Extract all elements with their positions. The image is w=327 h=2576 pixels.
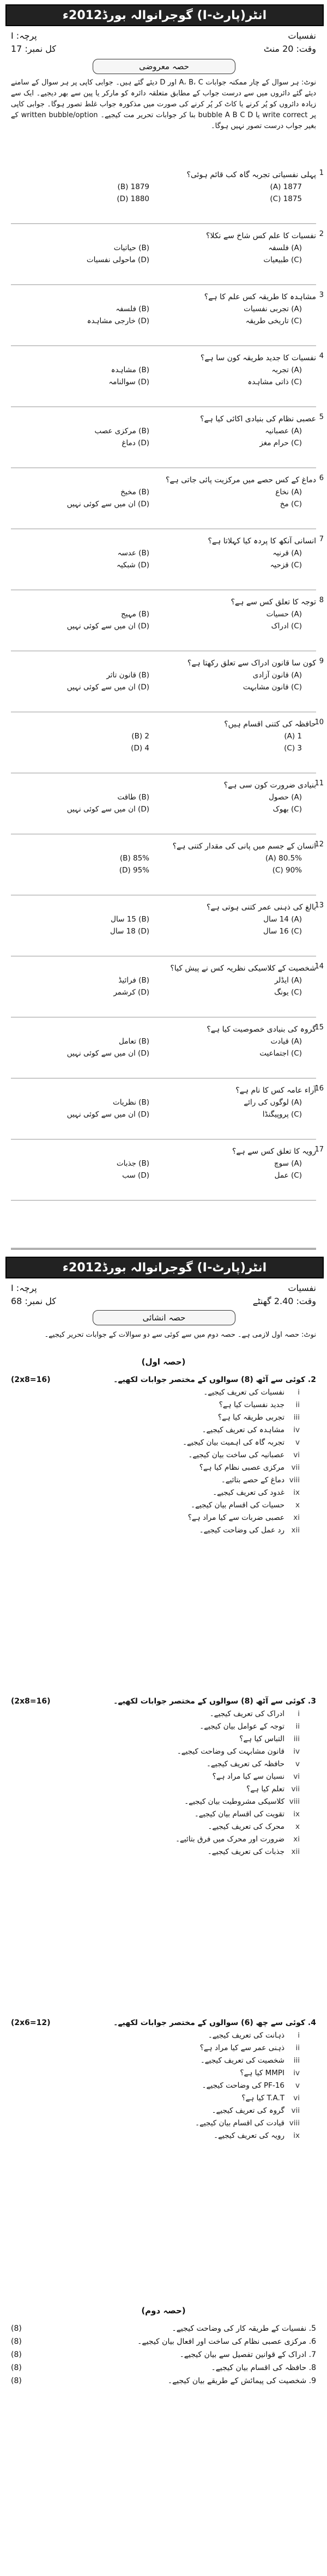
mcq-option: (A) عصبانیہ (265, 427, 302, 435)
mcq-item (11, 230, 324, 266)
long-question-item (11, 2335, 316, 2348)
short-question-item (11, 1512, 316, 1524)
mcq-option: (D) ان میں سے کوئی نہیں (66, 622, 149, 631)
section-heading: حصہ معروضی (93, 59, 235, 74)
mcq-option: 1880 (D) (117, 195, 149, 203)
mcq-option: 1 (A) (284, 732, 302, 741)
short-question-block (11, 2016, 316, 2142)
mcq-option: (D) خارجی مشاہدہ (87, 317, 149, 325)
short-question-item (11, 1386, 316, 1399)
mcq-item (11, 1084, 324, 1120)
mcq-option: (B) فرائیڈ (118, 976, 149, 985)
item-text: جذبات کی تعریف کیجیے۔ (207, 1847, 284, 1856)
item-text: جدید نفسیات کیا ہے؟ (219, 1401, 284, 1409)
mcq-option: (C) مخ (280, 500, 302, 508)
item-text: گروہ کی تعریف کیجیے۔ (211, 2106, 284, 2115)
long-question-item (11, 2361, 316, 2374)
mcq-option: (C) ذاتی مشاہدہ (247, 378, 302, 386)
mcq-question-text: مشاہدہ کا طریقہ کس علم کا ہے؟ (204, 293, 316, 301)
short-question-item (11, 1424, 316, 1437)
short-question-instruction: 2. کوئی سے آٹھ (8) سوالوں کے مختصر جوابات لکھیے۔ (113, 1375, 316, 1384)
mcq-option: (A) ایڈلر (274, 976, 302, 985)
paper-title: انٹر(پارٹ-I) گوجرانوالہ بورڈ2012ء (5, 4, 324, 26)
short-question-item (11, 1411, 316, 1424)
mcq-option: (D) کرشمر (113, 988, 149, 997)
item-number: ix (293, 2131, 300, 2140)
item-number: iii (293, 2056, 300, 2065)
short-question-marks: (2x8=16) (11, 1697, 51, 1706)
short-question-item (11, 2054, 316, 2067)
item-text: حسیات کی اقسام بیان کیجیے۔ (191, 1501, 284, 1510)
mcq-option: (C) عمل (274, 1171, 302, 1180)
mcq-question-text: بنیادی ضرورت کون سی ہے؟ (223, 781, 316, 790)
instructions: نوٹ: ہر سوال کے چار ممکنہ جوابات A، B، C اور D دیئے گئے ہیں۔ جوابی کاپی پر ہر سوال کے سامنے دیئے گئے دائروں میں سے درست جواب کے مطابق متعلقہ دائرہ کو مارکر یا پین سے بھر دیجیے۔ ایک سے زیادہ دائروں کو پُر کرنے یا کاٹ کر پُر کرنے کی صورت میں مذکورہ جواب غلط تصور ہوگا۔ جوابی کاپی پر write correct یا bubble A B C D بنا کر جوابات تحریر مت کیجیے۔ written bubble/option کے بغیر جواب درست تصور نہیں ہوگا۔ (11, 78, 317, 130)
subjective-paper (0, 1252, 327, 2576)
mcq-item (11, 1023, 324, 1059)
short-question-item (11, 1745, 316, 1758)
item-text: توجہ کے عوامل بیان کیجیے۔ (199, 1722, 284, 1731)
mcq-question-text: شخصیت کے کلاسیکی نظریہ کس نے پیش کیا؟ (170, 964, 316, 973)
short-question-item (11, 2042, 316, 2054)
mcq-option: 90% (C) (272, 866, 302, 875)
long-question-text: 5. نفسیات کے طریقہ کار کی وضاحت کیجیے۔ (172, 2324, 316, 2333)
mcq-option: (B) فلسفہ (116, 305, 149, 313)
item-text: ذہانت کی تعریف کیجیے۔ (208, 2031, 284, 2040)
item-text: کلاسیکی مشروطیت بیان کیجیے۔ (184, 1797, 284, 1806)
mcq-option: (C) 16 سال (263, 927, 302, 936)
mcq-question-text: دماغ کے کس حصے میں مرکزیت پائی جاتی ہے؟ (165, 476, 316, 484)
mcq-option: (D) ان میں سے کوئی نہیں (66, 500, 149, 508)
short-question-marks: (2x6=12) (11, 2019, 51, 2027)
item-text: نفسیات کی تعریف کیجیے۔ (203, 1388, 284, 1397)
item-text: مرکزی عصبی نظام کیا ہے؟ (199, 1463, 284, 1472)
mcq-option: (D) ماحولی نفسیات (86, 256, 149, 264)
short-question-instruction: 3. کوئی سے آٹھ (8) سوالوں کے مختصر جوابات لکھیے۔ (113, 1697, 316, 1706)
long-question-marks: (8) (11, 2350, 22, 2359)
mcq-option: (A) قانون آزادی (252, 671, 302, 680)
subject-label: نفسیات (288, 30, 316, 41)
item-number: iii (293, 1413, 300, 1422)
long-question-marks: (8) (11, 2363, 22, 2372)
item-number: viii (289, 1476, 300, 1484)
mcq-option: 4 (D) (131, 744, 149, 753)
item-text: قیادت کی اقسام بیان کیجیے۔ (195, 2119, 284, 2128)
total-marks: کل نمبر: 68 (11, 1295, 57, 1306)
short-question-item (11, 2117, 316, 2130)
short-question-item (11, 1758, 316, 1771)
mcq-separator (11, 284, 316, 285)
mcq-option: 1877 (A) (270, 183, 302, 191)
mcq-option: (A) نخاع (275, 488, 302, 496)
short-question-head (11, 1373, 316, 1386)
item-number: vii (291, 1785, 300, 1793)
mcq-option: (D) ان میں سے کوئی نہیں (66, 1049, 149, 1058)
mcq-option: (C) اجتماعیت (259, 1049, 302, 1058)
item-number: xii (291, 1526, 300, 1535)
mcq-option: (D) ان میں سے کوئی نہیں (66, 805, 149, 814)
mcq-question-text: نفسیات کا جدید طریقہ کون سا ہے؟ (200, 354, 316, 362)
mcq-number: 13 (314, 901, 324, 910)
short-question-item (11, 1462, 316, 1474)
item-number: vi (293, 1772, 300, 1781)
mcq-option: (A) لوگوں کی رائے (244, 1098, 302, 1107)
item-text: رویہ کی تعریف کیجیے۔ (214, 2131, 284, 2140)
subject-label: نفسیات (288, 1282, 316, 1293)
section-heading: حصہ انشائی (93, 1310, 235, 1325)
short-question-item (11, 1771, 316, 1783)
mcq-item (11, 840, 324, 876)
long-question-marks: (8) (11, 2337, 22, 2346)
item-number: ix (293, 1488, 300, 1497)
item-text: غدود کی تعریف کیجیے۔ (213, 1488, 284, 1497)
mcq-item (11, 962, 324, 998)
item-text: عصبی ضربات سے کیا مراد ہے؟ (187, 1513, 284, 1522)
long-question-item (11, 2348, 316, 2361)
mcq-separator (11, 1200, 316, 1201)
paper-title: انٹر(پارٹ-I) گوجرانوالہ بورڈ2012ء (5, 1257, 324, 1278)
mcq-question-text: انسان کے جسم میں پانی کی مقدار کتنی ہے؟ (172, 842, 316, 851)
item-number: iii (293, 1735, 300, 1743)
long-question-marks: (8) (11, 2377, 22, 2385)
mcq-option: (C) قانون مشابہت (243, 683, 302, 692)
short-question-item (11, 1487, 316, 1499)
paper-number: پرچہ: I (11, 30, 37, 41)
mcq-question-text: عصبی نظام کی بنیادی اکائی کیا ہے؟ (200, 415, 316, 423)
part-1-label: (حصہ اول) (141, 1357, 186, 1367)
mcq-question-text: کون سا قانون ادراک سے تعلق رکھتا ہے؟ (187, 659, 316, 668)
item-number: vii (291, 2106, 300, 2115)
mcq-question-text: پہلی نفسیاتی تجربہ گاہ کب قائم ہوئی؟ (186, 171, 316, 179)
mcq-option: (A) قیادت (270, 1037, 302, 1046)
mcq-option: (A) سوچ (274, 1159, 302, 1168)
mcq-option: 1875 (C) (270, 195, 302, 203)
mcq-question-text: انسانی آنکھ کا پردہ کیا کہلاتا ہے؟ (208, 537, 316, 545)
short-question-item (11, 1796, 316, 1808)
item-number: vi (293, 1451, 300, 1459)
item-text: التباس کیا ہے؟ (239, 1735, 284, 1743)
mcq-item (11, 413, 324, 449)
mcq-option: (B) مشاہدہ (111, 366, 149, 374)
mcq-option: 3 (C) (284, 744, 302, 753)
item-number: iv (293, 2069, 300, 2077)
mcq-option: (D) سوالنامہ (108, 378, 149, 386)
mcq-option: (B) مہیج (120, 610, 149, 619)
mcq-option: 95% (D) (119, 866, 149, 875)
item-number: ix (293, 1810, 300, 1819)
mcq-option: (B) مخیخ (120, 488, 149, 496)
mcq-option: (A) فلسفہ (268, 244, 302, 252)
mcq-option: (A) قرنیہ (272, 549, 302, 557)
mcq-question-text: رویہ کا تعلق کس سے ہے؟ (232, 1147, 316, 1156)
mcq-question-text: حافظہ کی کتنی اقسام ہیں؟ (224, 720, 316, 729)
mcq-option: 2 (B) (131, 732, 149, 741)
mcq-question-text: آراء عامہ کس کا نام ہے؟ (235, 1086, 316, 1095)
short-question-block (11, 1695, 316, 1858)
mcq-item (11, 535, 324, 571)
short-question-head (11, 2016, 316, 2029)
mcq-item (11, 291, 324, 327)
header-row-1 (11, 29, 316, 41)
short-question-head (11, 1695, 316, 1708)
mcq-number: 4 (319, 352, 324, 360)
mcq-option: (D) 18 سال (110, 927, 149, 936)
item-text: 16-PF کی وضاحت کیجیے۔ (202, 2081, 284, 2090)
mcq-option: (B) نظریات (113, 1098, 149, 1107)
item-number: viii (289, 2119, 300, 2128)
mcq-option: (A) تجربی نفسیات (244, 305, 302, 313)
item-number: iv (293, 1426, 300, 1434)
item-number: x (295, 1501, 300, 1510)
item-text: تعلم کیا ہے؟ (246, 1785, 284, 1793)
mcq-item (11, 474, 324, 510)
item-text: حافظہ کی تعریف کیجیے۔ (206, 1760, 284, 1768)
mcq-separator (11, 223, 316, 224)
item-number: ii (295, 1722, 300, 1731)
mcq-option: (C) طبیعیات (263, 256, 302, 264)
mcq-option: (B) عدسہ (117, 549, 149, 557)
mcq-option: (C) ادراک (271, 622, 302, 631)
mcq-number: 10 (314, 718, 324, 726)
instructions: نوٹ: حصہ اول لازمی ہے۔ حصہ دوم میں سے کوئی سے دو سوالات کے جوابات تحریر کیجیے۔ (44, 1331, 316, 1339)
long-question-text: 6. مرکزی عصبی نظام کی ساخت اور افعال بیان کیجیے۔ (137, 2337, 316, 2346)
mcq-item (11, 779, 324, 815)
item-text: تجربہ گاہ کی اہمیت بیان کیجیے۔ (183, 1438, 284, 1447)
paper-number: پرچہ: I (11, 1282, 37, 1293)
short-question-item (11, 1449, 316, 1462)
item-text: تقویت کی اقسام بیان کیجیے۔ (194, 1810, 284, 1819)
mcq-number: 3 (319, 291, 324, 299)
mcq-question-text: گروہ کی بنیادی خصوصیت کیا ہے؟ (207, 1025, 316, 1034)
item-number: xii (291, 1847, 300, 1856)
mcq-question-text: توجہ کا تعلق کس سے ہے؟ (231, 598, 316, 607)
item-text: شخصیت کی تعریف کیجیے۔ (200, 2056, 284, 2065)
mcq-number: 11 (314, 779, 324, 787)
header-row-2 (11, 1295, 316, 1307)
short-question-block (11, 1373, 316, 1537)
short-question-item (11, 2080, 316, 2092)
short-question-item (11, 1733, 316, 1745)
mcq-option: (B) حیاتیات (113, 244, 149, 252)
item-number: vi (293, 2094, 300, 2102)
short-question-item (11, 1524, 316, 1537)
mcq-number: 15 (314, 1023, 324, 1032)
mcq-option: (C) قزحیہ (270, 561, 302, 569)
item-text: تجربی طریقہ کیا ہے؟ (217, 1413, 284, 1422)
mcq-option: (D) ان میں سے کوئی نہیں (66, 1110, 149, 1119)
item-number: v (295, 2081, 300, 2090)
short-question-item (11, 1399, 316, 1411)
short-question-item (11, 1474, 316, 1487)
mcq-option: 1879 (B) (117, 183, 149, 191)
mcq-number: 16 (314, 1084, 324, 1093)
item-number: ii (295, 2044, 300, 2052)
part-2-label: (حصہ دوم) (141, 2306, 186, 2316)
item-number: i (298, 1710, 300, 1718)
mcq-item (11, 1145, 324, 1181)
mcq-number: 17 (314, 1145, 324, 1154)
mcq-option: (A) حسیات (266, 610, 302, 619)
long-question-item (11, 2322, 316, 2335)
item-number: xi (293, 1835, 300, 1844)
long-question-item (11, 2374, 316, 2387)
mcq-item (11, 596, 324, 632)
item-number: iv (293, 1747, 300, 1756)
mcq-option: (B) 15 سال (111, 915, 149, 924)
long-question-text: 7. ادراک کے قوانین تفصیل سے بیان کیجیے۔ (179, 2350, 316, 2359)
mcq-number: 9 (319, 657, 324, 665)
mcq-option: (C) تاریخی طریقہ (245, 317, 302, 325)
mcq-option: (B) مرکزی عصب (94, 427, 149, 435)
mcq-item (11, 901, 324, 937)
total-marks: کل نمبر: 17 (11, 43, 57, 54)
short-question-marks: (2x8=16) (11, 1375, 51, 1384)
short-question-item (11, 1808, 316, 1821)
mcq-option: (D) سب (122, 1171, 149, 1180)
short-question-item (11, 1783, 316, 1796)
short-question-item (11, 1720, 316, 1733)
mcq-option: 85% (B) (119, 854, 149, 863)
mcq-option: (A) حصول (269, 793, 302, 802)
short-question-item (11, 2105, 316, 2117)
mcq-option: (C) یونگ (274, 988, 302, 997)
mcq-number: 8 (319, 596, 324, 604)
item-text: مشاہدہ کی تعریف کیجیے۔ (202, 1426, 284, 1434)
item-number: i (298, 2031, 300, 2040)
short-question-item (11, 1437, 316, 1449)
objective-paper (0, 0, 327, 1252)
item-text: عصبانیہ کی ساخت بیان کیجیے۔ (188, 1451, 284, 1459)
mcq-option: (B) جذبات (116, 1159, 149, 1168)
short-question-item (11, 1821, 316, 1833)
page-divider (11, 1248, 316, 1250)
short-question-item (11, 1708, 316, 1720)
item-number: x (295, 1822, 300, 1831)
short-question-item (11, 2029, 316, 2042)
mcq-number: 14 (314, 962, 324, 971)
mcq-number: 5 (319, 413, 324, 421)
long-question-marks: (8) (11, 2324, 22, 2333)
mcq-option: (A) تجربہ (271, 366, 302, 374)
item-text: نسیان سے کیا مراد ہے؟ (212, 1772, 284, 1781)
item-text: قانون مشابہت کی وضاحت کیجیے۔ (177, 1747, 284, 1756)
mcq-number: 7 (319, 535, 324, 543)
mcq-question-text: نفسیات کا علم کس شاخ سے نکلا؟ (206, 232, 316, 240)
mcq-item (11, 352, 324, 388)
item-text: رد عمل کی وضاحت کیجیے۔ (199, 1526, 284, 1535)
short-question-item (11, 2067, 316, 2080)
item-text: ضرورت اور محرک میں فرق بتائیے۔ (175, 1835, 284, 1844)
mcq-item (11, 718, 324, 754)
mcq-option: (D) ان میں سے کوئی نہیں (66, 683, 149, 692)
item-number: v (295, 1760, 300, 1768)
item-text: ادراک کی تعریف کیجیے۔ (209, 1710, 284, 1718)
mcq-number: 2 (319, 230, 324, 238)
long-question-text: 9. شخصیت کی پیمائش کے طریقے بیان کیجیے۔ (167, 2377, 316, 2385)
item-text: دماغ کے حصے بتائیے۔ (221, 1476, 284, 1484)
item-number: ii (295, 1401, 300, 1409)
mcq-item (11, 657, 324, 693)
header-row-1 (11, 1282, 316, 1294)
mcq-option: (A) 14 سال (263, 915, 302, 924)
mcq-option: (C) حرام مغز (259, 439, 302, 447)
mcq-item (11, 169, 324, 205)
mcq-number: 12 (314, 840, 324, 848)
item-text: T.A.T کیا ہے؟ (241, 2094, 284, 2102)
item-text: محرک کی تعریف کیجیے۔ (208, 1822, 284, 1831)
mcq-option: 80.5% (A) (265, 854, 302, 863)
long-question-text: 8. حافظہ کی اقسام بیان کیجیے۔ (211, 2363, 316, 2372)
item-number: v (295, 1438, 300, 1447)
mcq-number: 6 (319, 474, 324, 482)
mcq-option: (B) طاقت (117, 793, 149, 802)
item-text: MMPI کیا ہے؟ (240, 2069, 284, 2077)
item-number: xi (293, 1513, 300, 1522)
short-question-instruction: 4. کوئی سے چھ (6) سوالوں کے مختصر جوابات لکھیے۔ (113, 2019, 316, 2027)
mcq-option: (C) بھوک (272, 805, 302, 814)
long-question-list (11, 2322, 316, 2387)
item-number: viii (289, 1797, 300, 1806)
short-question-item (11, 2092, 316, 2105)
item-text: ذہنی عمر سے کیا مراد ہے؟ (199, 2044, 284, 2052)
short-question-item (11, 2130, 316, 2142)
short-question-item (11, 1499, 316, 1512)
mcq-number: 1 (319, 169, 324, 177)
mcq-option: (B) قانون تاثر (106, 671, 149, 680)
time-label: وقت: 20 منٹ (263, 43, 316, 54)
item-number: vii (291, 1463, 300, 1472)
mcq-option: (D) دماغ (122, 439, 149, 447)
mcq-option: (C) پروپیگنڈا (262, 1110, 302, 1119)
mcq-question-text: بالغ کی ذہنی عمر کتنی ہوتی ہے؟ (206, 903, 316, 912)
time-label: وقت: 2.40 گھنٹے (252, 1295, 316, 1306)
short-question-item (11, 1833, 316, 1846)
item-number: i (298, 1388, 300, 1397)
mcq-option: (B) تعامل (119, 1037, 149, 1046)
short-question-item (11, 1846, 316, 1858)
header-row-2 (11, 43, 316, 54)
mcq-option: (D) شبکیہ (116, 561, 149, 569)
